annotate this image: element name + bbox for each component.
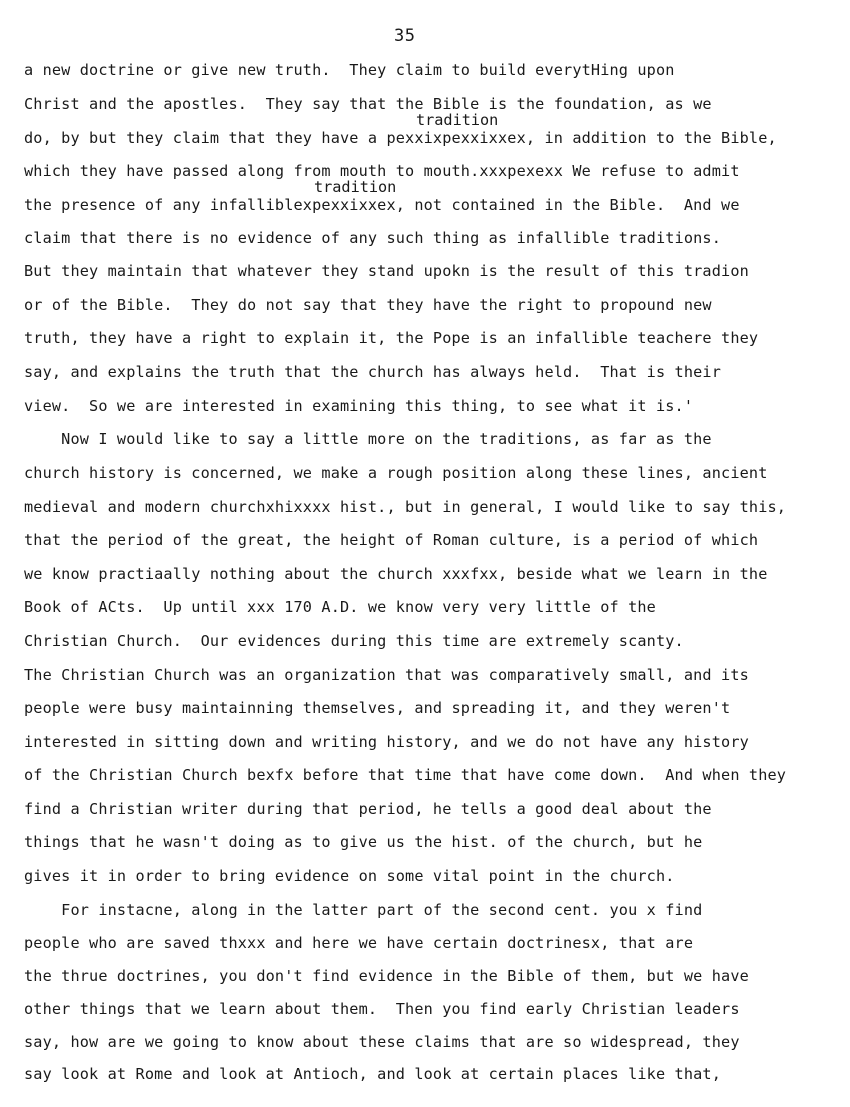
text-line: the presence of any infalliblexpexxixxex, not contained in the Bible. And we [24, 196, 740, 214]
text-line: For instacne, along in the latter part of the second cent. you x find [24, 901, 703, 919]
text-line: medieval and modern churchxhixxxx hist., but in general, I would like to say this, [24, 498, 787, 516]
text-line: Book of ACts. Up until xxx 170 A.D. we know very very little of the [24, 598, 656, 616]
text-line: do, by but they claim that they have a pexxixpexxixxex, in addition to the Bible, [24, 129, 777, 147]
text-line: Christ and the apostles. They say that the Bible is the foundation, as we [24, 95, 712, 113]
text-line: say, and explains the truth that the church has always held. That is their [24, 363, 722, 381]
text-line: that the period of the great, the height of Roman culture, is a period of which [24, 531, 759, 549]
text-line: we know practiaally nothing about the church xxxfxx, beside what we learn in the [24, 565, 768, 583]
text-line: say look at Rome and look at Antioch, and look at certain places like that, [24, 1065, 722, 1083]
text-line: The Christian Church was an organization that was comparatively small, and its [24, 666, 749, 684]
text-line: claim that there is no evidence of any such thing as infallible traditions. [24, 229, 722, 247]
text-line: a new doctrine or give new truth. They claim to build everytHing upon [24, 61, 675, 79]
text-line: Now I would like to say a little more on the traditions, as far as the [24, 430, 712, 448]
text-line: Christian Church. Our evidences during this time are extremely scanty. [24, 632, 684, 650]
text-line: church history is concerned, we make a rough position along these lines, ancient [24, 464, 768, 482]
interlinear-insert: tradition [416, 111, 499, 129]
text-line: say, how are we going to know about these claims that are so widespread, they [24, 1033, 740, 1051]
text-line: find a Christian writer during that period, he tells a good deal about the [24, 800, 712, 818]
text-line: other things that we learn about them. Then you find early Christian leaders [24, 1000, 740, 1018]
text-line: people were busy maintainning themselves, and spreading it, and they weren't [24, 699, 731, 717]
interlinear-insert: tradition [314, 178, 397, 196]
text-line: or of the Bible. They do not say that they have the right to propound new [24, 296, 712, 314]
text-line: But they maintain that whatever they stand upokn is the result of this tradion [24, 262, 749, 280]
text-line: view. So we are interested in examining this thing, to see what it is.' [24, 397, 694, 415]
text-line: truth, they have a right to explain it, the Pope is an infallible teachere they [24, 329, 759, 347]
text-line: gives it in order to bring evidence on some vital point in the church. [24, 867, 675, 885]
text-line: interested in sitting down and writing history, and we do not have any history [24, 733, 749, 751]
text-line: which they have passed along from mouth to mouth.xxxpexexx We refuse to admit [24, 162, 740, 180]
text-line: things that he wasn't doing as to give us the hist. of the church, but he [24, 833, 703, 851]
text-line: people who are saved thxxx and here we have certain doctrinesx, that are [24, 934, 694, 952]
text-line: of the Christian Church bexfx before that time that have come down. And when they [24, 766, 787, 784]
page-number: 35 [394, 26, 416, 46]
text-line: the thrue doctrines, you don't find evidence in the Bible of them, but we have [24, 967, 749, 985]
